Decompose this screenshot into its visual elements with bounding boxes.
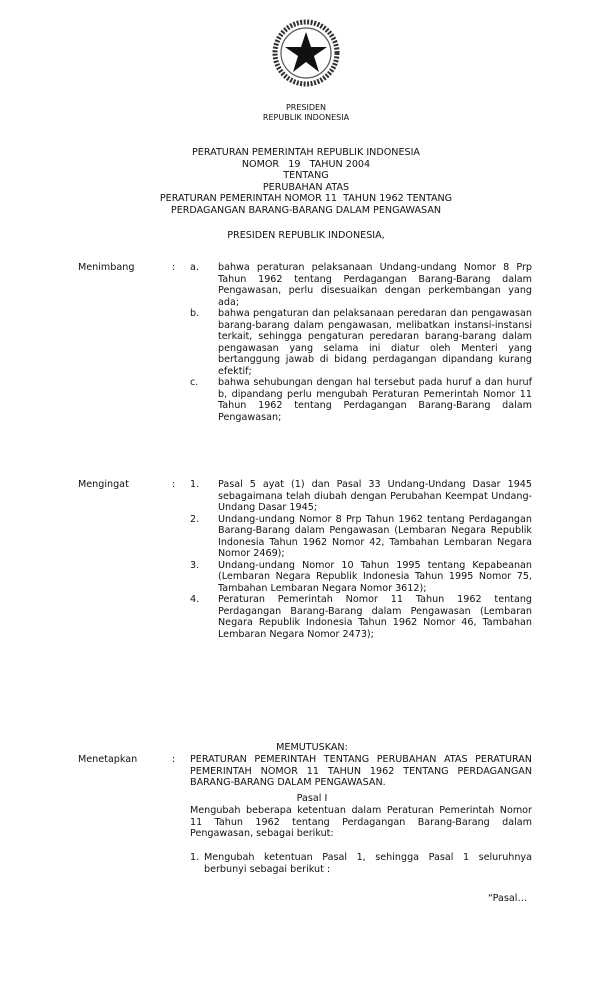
item-text: Mengubah ketentuan Pasal 1, sehingga Pasal 1 seluruhnya berbunyi sebagai berikut :	[204, 852, 532, 875]
title-line: NOMOR 19 TAHUN 2004	[241, 158, 371, 170]
colon: :	[172, 479, 176, 490]
menetapkan-section	[78, 754, 538, 789]
list-item	[190, 262, 532, 308]
item-number: 3.	[190, 559, 200, 571]
pasal-item	[190, 852, 532, 875]
mengingat-section	[78, 479, 538, 640]
title-line: PERUBAHAN ATAS	[262, 181, 350, 193]
section-label: Mengingat	[78, 479, 129, 490]
item-text: Peraturan Pemerintah Nomor 11 Tahun 1962 tentang Perdagangan Barang-Barang dalam Pengawasan (Lembaran Negara Republik Indonesia Tahun 1962 Nomor 46, Tambahan Lembaran Negara Nomor 2473);	[218, 594, 532, 640]
menetapkan-text: PERATURAN PEMERINTAH TENTANG PERUBAHAN ATAS PERATURAN PEMERINTAH NOMOR 11 TAHUN 1962 TENTANG PERDAGANGAN BARANG-BARANG DALAM PENGAWASAN.	[190, 754, 532, 788]
list-item	[190, 560, 532, 595]
item-number: b.	[190, 308, 200, 319]
list-item	[190, 514, 532, 560]
page-continuation: “Pasal…	[488, 893, 528, 904]
header-republic: REPUBLIK INDONESIA	[262, 113, 350, 122]
item-text: bahwa peraturan pelaksanaan Undang-undang Nomor 8 Prp Tahun 1962 tentang Perdagangan Barang-Barang dalam Pengawasan, perlu disesuaikan dengan perkembangan yang ada;	[218, 262, 532, 308]
title-line: PERDAGANGAN BARANG-BARANG DALAM PENGAWASAN	[170, 204, 442, 216]
header-president: PRESIDEN	[285, 103, 327, 112]
memutuskan-heading: MEMUTUSKAN:	[276, 742, 348, 753]
regulation-title	[0, 147, 612, 216]
president-heading: PRESIDEN REPUBLIK INDONESIA,	[227, 230, 385, 241]
item-number: a.	[190, 262, 199, 273]
title-line: TENTANG	[283, 170, 329, 181]
list-item	[190, 308, 532, 377]
item-text: bahwa pengaturan dan pelaksanaan peredaran dan pengawasan barang-barang dalam pengawasan, melibatkan instansi-instansi terkait, sehingga pengaturan peredaran barang-barang dalam pengawasan yang selama ini diatur oleh Menteri yang bertanggung jawab di bidang perdagangan dipandang kurang efektif;	[218, 308, 532, 377]
item-number: 4.	[190, 594, 200, 605]
item-text: bahwa sehubungan dengan hal tersebut pada huruf a dan huruf b, dipandang perlu mengubah Peraturan Pemerintah Nomor 11 Tahun 1962 tentang Perdagangan Barang-Barang dalam Pengawasan;	[218, 377, 532, 423]
item-number: 1.	[190, 852, 200, 863]
list-item	[190, 594, 532, 640]
colon: :	[172, 754, 176, 765]
item-number: c.	[190, 377, 199, 388]
pasal-title: Pasal I	[296, 793, 328, 804]
list-item	[190, 479, 532, 514]
pasal-intro: Mengubah beberapa ketentuan dalam Peraturan Pemerintah Nomor 11 Tahun 1962 tentang Perdagangan Barang-Barang dalam Pengawasan, sebagai berikut:	[190, 805, 532, 839]
section-label: Menetapkan	[78, 754, 138, 765]
item-text: Pasal 5 ayat (1) dan Pasal 33 Undang-Undang Dasar 1945 sebagaimana telah diubah dengan Perubahan Keempat Undang-Undang Dasar 1945;	[218, 479, 532, 513]
list-item	[190, 377, 532, 423]
title-line: PERATURAN PEMERINTAH NOMOR 11 TAHUN 1962 TENTANG	[159, 193, 453, 204]
title-line: PERATURAN PEMERINTAH REPUBLIK INDONESIA	[192, 147, 420, 158]
garuda-seal-icon	[271, 18, 341, 88]
colon: :	[172, 262, 176, 273]
menimbang-section	[78, 262, 538, 423]
item-text: Undang-undang Nomor 10 Tahun 1995 tentang Kepabeanan (Lembaran Negara Republik Indonesia Tahun 1995 Nomor 75, Tambahan Lembaran Negara Nomor 3612);	[218, 559, 532, 594]
item-number: 1.	[190, 479, 200, 490]
section-label: Menimbang	[78, 262, 135, 273]
item-text: Undang-undang Nomor 8 Prp Tahun 1962 tentang Perdagangan Barang-Barang dalam Pengawasan (Lembaran Negara Republik Indonesia Tahun 1962 Nomor 42, Tambahan Lembaran Negara Nomor 2469);	[218, 513, 532, 559]
item-number: 2.	[190, 513, 200, 525]
